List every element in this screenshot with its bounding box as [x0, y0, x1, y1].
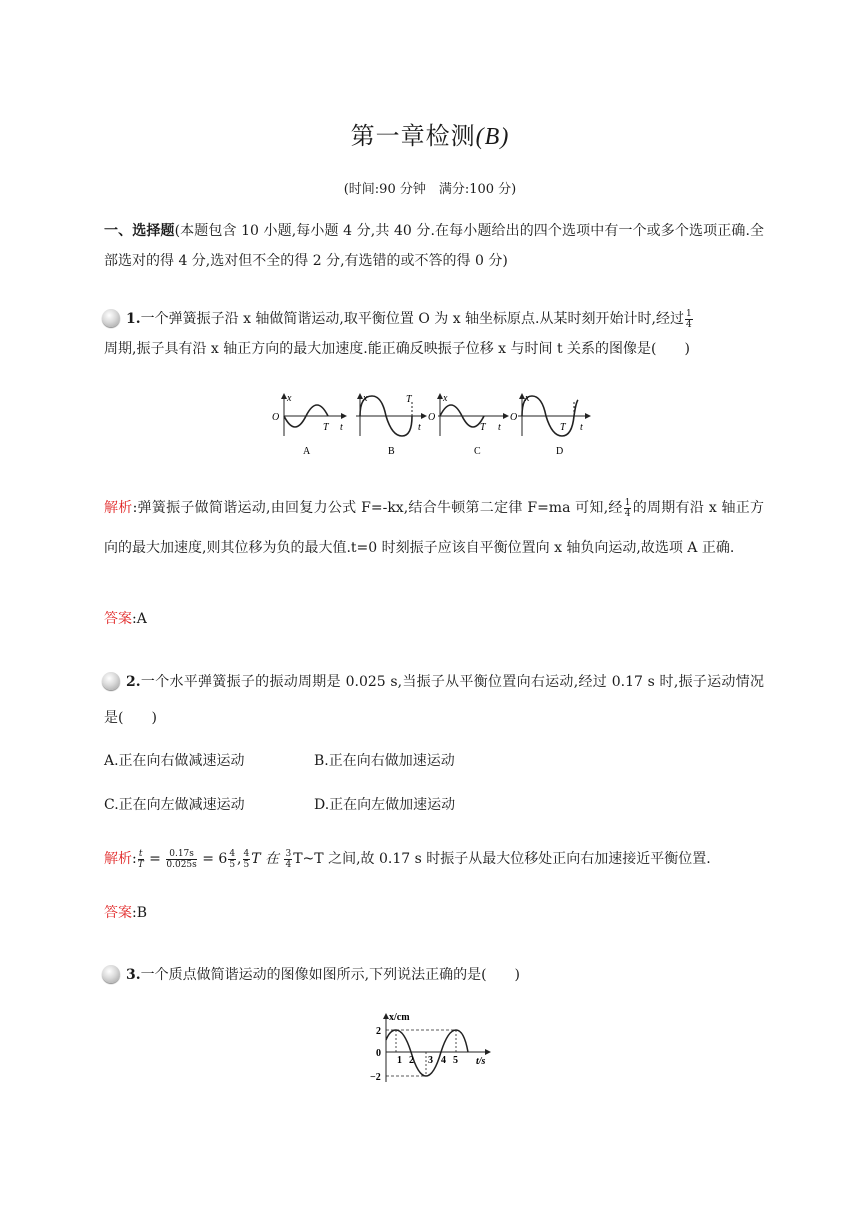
x-tick: 2 — [409, 1055, 414, 1066]
fraction-denominator: 4 — [685, 319, 692, 330]
question-number: 3. — [126, 967, 141, 983]
fraction-three-quarters — [284, 849, 292, 870]
fraction-denominator: 5 — [229, 859, 236, 870]
question-text: 一个质点做简谐运动的图像如图所示,下列说法正确的是( ) — [140, 967, 520, 983]
q1-option-graphs — [268, 390, 598, 460]
page-title — [0, 116, 860, 151]
fraction-numerator: 4 — [229, 848, 236, 859]
analysis-label: 解析 — [104, 851, 132, 867]
q2-option-d: D.正在向左做加速运动 — [314, 797, 456, 813]
q2-option-b: B.正在向右做加速运动 — [314, 753, 455, 769]
question-text-cont: 周期,振子具有沿 x 轴正方向的最大加速度.能正确反映振子位移 x 与时间 t 关系的图像是( ) — [104, 341, 690, 357]
q2-option-c: C.正在向左做减速运动 — [104, 797, 245, 813]
analysis-eq: = 6 — [202, 851, 228, 867]
graph-a-label: A — [303, 446, 311, 457]
axis-x-label: x — [525, 393, 530, 404]
question-number: 2. — [126, 674, 141, 690]
axis-t-label: t — [418, 422, 421, 433]
fraction-denominator: T — [137, 859, 144, 870]
answer-label: 答案 — [104, 611, 132, 627]
question-1 — [104, 304, 764, 364]
axis-x-label: x — [287, 393, 292, 404]
fraction-denominator: 0.025s — [166, 859, 197, 870]
period-label: T — [406, 394, 412, 405]
fraction-denominator: 4 — [285, 859, 292, 870]
axis-t-label: t — [580, 422, 583, 433]
analysis-label: 解析 — [104, 500, 133, 516]
section-heading: 一、选择题 — [104, 223, 175, 239]
period-label: T — [560, 422, 566, 433]
section-header — [104, 216, 764, 276]
graph-a — [272, 393, 346, 457]
y-tick: 2 — [376, 1026, 381, 1037]
period-label: T — [480, 422, 486, 433]
x-tick: 3 — [428, 1055, 433, 1066]
question-marker-icon — [102, 965, 120, 983]
origin-label: O — [272, 412, 280, 423]
axis-t-label: t — [498, 422, 501, 433]
q2-answer — [104, 898, 764, 928]
analysis-t: T 在 — [251, 851, 280, 867]
fraction-four-fifths — [243, 849, 251, 870]
origin-label: O — [428, 412, 436, 423]
y-tick: 0 — [376, 1048, 381, 1059]
period-label: T — [323, 422, 329, 433]
graph-d-label: D — [556, 446, 564, 457]
question-number: 1. — [126, 311, 141, 327]
fraction-numerator: 0.17s — [166, 849, 196, 860]
question-marker-icon — [102, 309, 120, 327]
graph-d — [510, 393, 590, 457]
exam-info: (时间:90 分钟 满分:100 分) — [343, 182, 517, 197]
fraction-numerator: 3 — [285, 848, 292, 859]
analysis-text-cont: 的周期有沿 x 轴正方向的最大加速度,则其位移为负的最大值.t=0 时刻振子应该自平衡位置向 x 轴负向运动,故选项 A 正确. — [104, 500, 765, 556]
q1-analysis — [104, 488, 764, 568]
fraction-denominator: 5 — [243, 859, 250, 870]
q1-answer — [104, 604, 764, 634]
axis-x-label: x — [363, 393, 368, 404]
fraction-numerator: 4 — [243, 848, 250, 859]
answer-value: :A — [132, 611, 147, 627]
fraction-values — [166, 849, 196, 870]
analysis-text: :弹簧振子做简谐运动,由回复力公式 F=-kx,结合牛顿第二定律 F=ma 可知,经 — [132, 500, 623, 516]
y-tick: −2 — [370, 1072, 381, 1083]
fraction-numerator: t — [138, 848, 143, 859]
q2-analysis: 解析: $\frac{t}{T}$ = $\frac{0.17s}{0.025s}$ = 6 $\frac{4}{5}$ , $\frac{4}{5}$ T 在 $\frac{3}{4}$ T~T 之间,故 0.17 s 时振子从最大位移处正向右加速接近平衡位置. — [104, 848, 711, 870]
title-text: 第一章检测 — [350, 122, 476, 150]
graph-b-label: B — [388, 446, 395, 457]
fraction-numerator: 1 — [685, 308, 692, 319]
fraction-denominator: 4 — [624, 508, 631, 519]
y-axis-label: x/cm — [389, 1012, 410, 1023]
section-description: (本题包含 10 小题,每小题 4 分,共 40 分.在每小题给出的四个选项中有一个或多个选项正确.全部选对的得 4 分,选对但不全的得 2 分,有选错的或不答的得 0 分) — [104, 223, 765, 269]
question-3 — [104, 960, 764, 990]
x-tick: 5 — [453, 1055, 458, 1066]
axis-t-label: t — [340, 422, 343, 433]
fraction-four-fifths — [228, 849, 236, 870]
graph-c-label: C — [474, 446, 481, 457]
answer-value: :B — [132, 905, 148, 921]
graph-c — [428, 393, 508, 457]
x-tick: 4 — [441, 1055, 446, 1066]
question-text: 一个水平弹簧振子的振动周期是 0.025 s,当振子从平衡位置向右运动,经过 0.17 s 时,振子运动情况是( ) — [104, 674, 764, 726]
x-tick: 1 — [397, 1055, 402, 1066]
question-text: 一个弹簧振子沿 x 轴做简谐运动,取平衡位置 O 为 x 轴坐标原点.从某时刻开始计时,经过 — [140, 311, 684, 327]
fraction-quarter — [685, 309, 693, 330]
graph-b — [356, 393, 426, 457]
fraction-t-over-T — [138, 849, 144, 870]
x-axis-label: t/s — [476, 1056, 486, 1067]
title-suffix: (B) — [475, 124, 510, 150]
axis-x-label: x — [443, 393, 448, 404]
fraction-numerator: 1 — [624, 497, 631, 508]
q2-option-a: A.正在向右做减速运动 — [104, 753, 245, 769]
answer-label: 答案 — [104, 905, 132, 921]
fraction-quarter — [624, 498, 632, 519]
q3-graph — [366, 1010, 496, 1086]
origin-label: O — [510, 412, 518, 423]
question-marker-icon — [102, 672, 120, 690]
analysis-tail: T~T 之间,故 0.17 s 时振子从最大位移处正向右加速接近平衡位置. — [293, 851, 711, 867]
question-2 — [104, 664, 764, 736]
